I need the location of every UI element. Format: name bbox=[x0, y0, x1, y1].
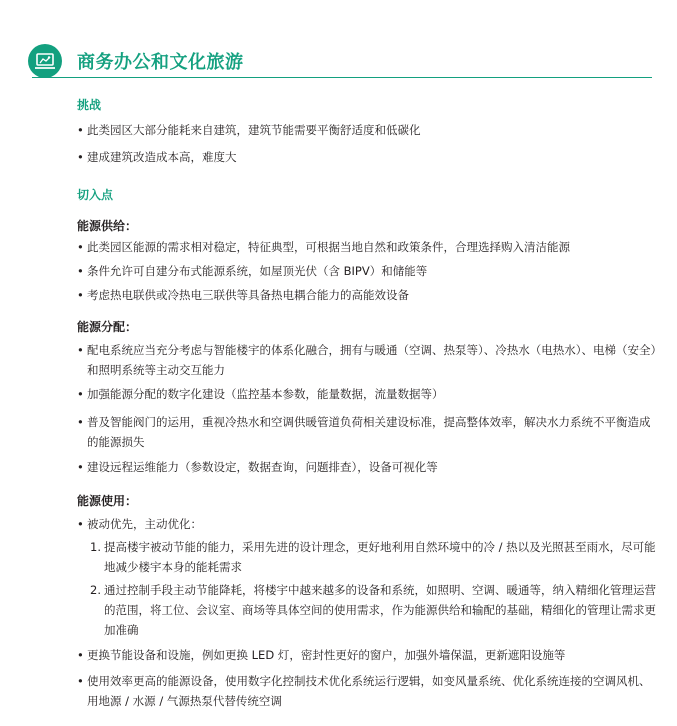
supply-item-text: 此类园区能源的需求相对稳定，特征典型，可根据当地自然和政策条件，合理选择购入清洁能源 bbox=[87, 240, 570, 254]
bullet-dot: • bbox=[77, 264, 84, 278]
bullet-dot: • bbox=[77, 150, 84, 164]
section-header bbox=[28, 44, 652, 78]
bullet-dot: • bbox=[77, 240, 84, 254]
usage-passive-text: 被动优先，主动优化： bbox=[87, 517, 202, 531]
usage-item bbox=[77, 671, 657, 711]
bullet-dot: • bbox=[77, 517, 84, 531]
supply-item-text: 考虑热电联供或冷热电三联供等具备热电耦合能力的高能效设备 bbox=[87, 288, 409, 302]
supply-item bbox=[77, 261, 657, 281]
item-number: 2. bbox=[90, 583, 101, 597]
challenge-item-text: 此类园区大部分能耗来自建筑，建筑节能需要平衡舒适度和低碳化 bbox=[87, 123, 421, 137]
usage-numbered-item bbox=[90, 580, 658, 640]
supply-heading: 能源供给： bbox=[77, 219, 138, 233]
distribution-heading: 能源分配： bbox=[77, 320, 138, 334]
supply-item-text: 条件允许可自建分布式能源系统，如屋顶光伏（含 BIPV）和储能等 bbox=[87, 264, 428, 278]
usage-heading: 能源使用： bbox=[77, 494, 138, 508]
bullet-dot: • bbox=[77, 674, 84, 688]
item-number: 1. bbox=[90, 540, 101, 554]
usage-passive-item bbox=[77, 514, 657, 534]
supply-item bbox=[77, 237, 657, 257]
usage-item-text: 使用效率更高的能源设备，使用数字化控制技术优化系统运行逻辑，如变风量系统、优化系统连接的空调风机、用地源 / 水源 / 气源热泵代替传统空调 bbox=[87, 674, 651, 708]
page-title: 商务办公和文化旅游 bbox=[77, 52, 244, 73]
distribution-item-text: 普及智能阀门的运用，重视冷热水和空调供暖管道负荷相关建设标准，提高整体效率，解决水力系统不平衡造成的能源损失 bbox=[87, 415, 651, 449]
bullet-dot: • bbox=[77, 415, 84, 429]
usage-item-text: 更换节能设备和设施，例如更换 LED 灯，密封性更好的窗户，加强外墙保温，更新遮阳设施等 bbox=[87, 648, 566, 662]
usage-numbered-item bbox=[90, 537, 658, 577]
usage-item bbox=[77, 645, 657, 665]
bullet-dot: • bbox=[77, 648, 84, 662]
bullet-dot: • bbox=[77, 288, 84, 302]
usage-numbered-text: 提高楼宇被动节能的能力，采用先进的设计理念，更好地利用自然环境中的冷 / 热以及光照甚至雨水，尽可能地减少楼宇本身的能耗需求 bbox=[104, 540, 656, 574]
bullet-dot: • bbox=[77, 387, 84, 401]
bullet-dot: • bbox=[77, 343, 84, 357]
supply-item bbox=[77, 285, 657, 305]
bullet-dot: • bbox=[77, 123, 84, 137]
challenge-item bbox=[77, 120, 657, 140]
challenge-item bbox=[77, 147, 657, 167]
distribution-item bbox=[77, 340, 657, 380]
challenge-item-text: 建成建筑改造成本高，难度大 bbox=[87, 150, 237, 164]
distribution-item-text: 加强能源分配的数字化建设（监控基本参数，能量数据，流量数据等） bbox=[87, 387, 444, 401]
header-divider bbox=[32, 77, 652, 78]
usage-numbered-text: 通过控制手段主动节能降耗，将楼宇中越来越多的设备和系统，如照明、空调、暖通等，纳入精细化管理运营的范围，将工位、会议室、商场等具体空间的使用需求，作为能源供给和输配的基础，精细化的管理让需求更加准确 bbox=[104, 583, 656, 637]
distribution-item bbox=[77, 457, 657, 477]
distribution-item bbox=[77, 384, 657, 404]
bullet-dot: • bbox=[77, 460, 84, 474]
distribution-item-text: 配电系统应当充分考虑与智能楼宇的体系化融合，拥有与暖通（空调、热泵等）、冷热水（电热水）、电梯（安全）和照明系统等主动交互能力 bbox=[87, 343, 657, 377]
challenge-heading: 挑战 bbox=[77, 98, 102, 112]
distribution-item bbox=[77, 412, 657, 452]
office-tourism-icon bbox=[28, 44, 62, 78]
distribution-item-text: 建设远程运维能力（参数设定，数据查询，问题排查），设备可视化等 bbox=[87, 460, 438, 474]
entry-heading: 切入点 bbox=[77, 188, 114, 202]
